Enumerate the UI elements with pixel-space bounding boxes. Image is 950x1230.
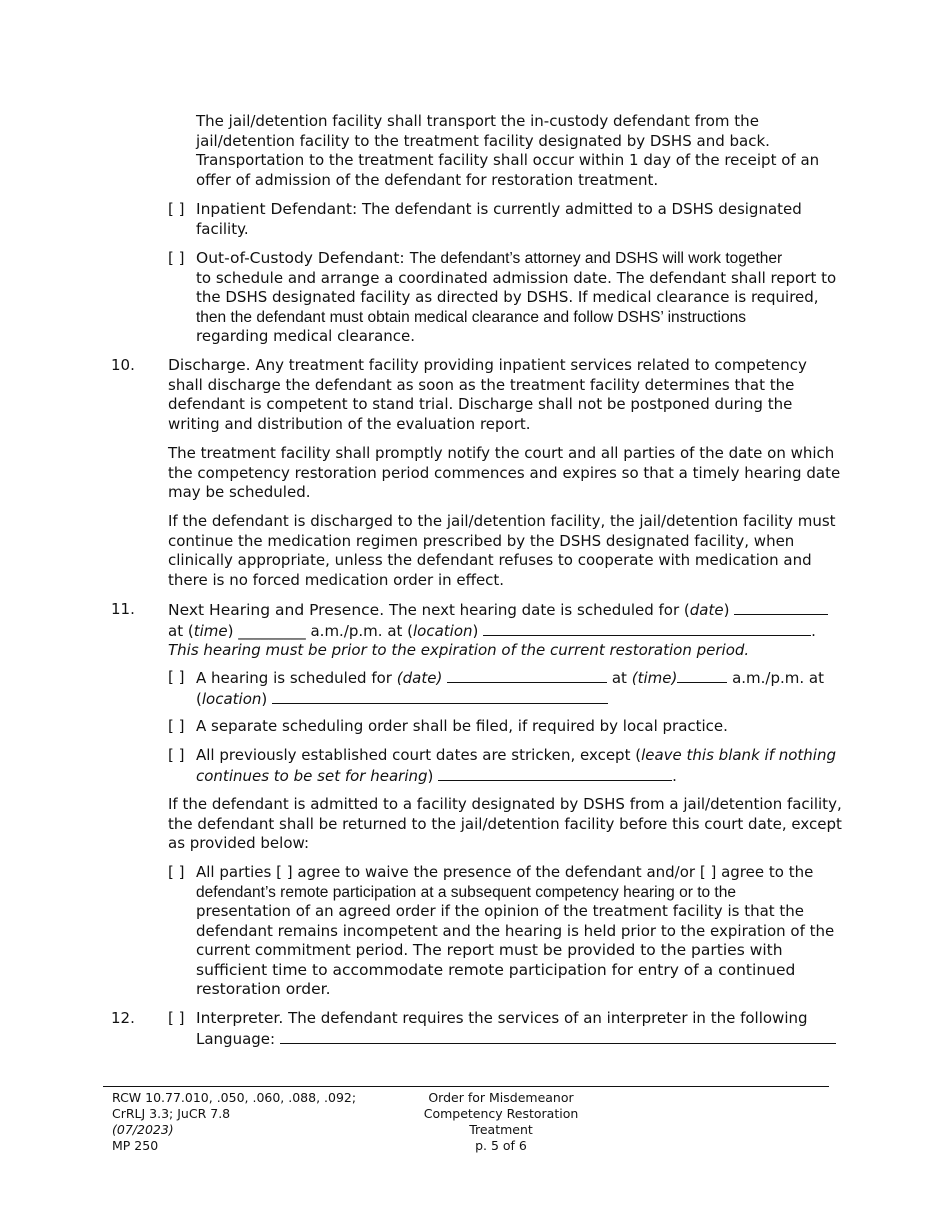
inpatient-checkbox[interactable]: [ ] xyxy=(168,200,185,218)
text-line: the competency restoration period commences and expires so that a timely hearing date xyxy=(168,463,841,482)
italic-note: continues to be set for hearing xyxy=(196,766,428,785)
next-hearing-section: Next Hearing and Presence. The next hearing date is scheduled for (date) at (time) _________ a.m./p.m. at (location) . This hearing must be prior to the expiration of the current restoration period. xyxy=(168,600,828,661)
text-line: If the defendant is discharged to the jail/detention facility, the jail/detention facility must xyxy=(168,512,836,530)
text-line: presentation of an agreed order if the opinion of the treatment facility is that the xyxy=(196,902,805,920)
hearing-scheduled-option xyxy=(196,668,824,709)
paren: ( xyxy=(196,689,202,708)
at-text: at ( xyxy=(168,621,194,640)
time-word: time xyxy=(193,621,228,640)
text-line: current commitment period. xyxy=(196,941,409,959)
footer-line: Order for Misdemeanor xyxy=(428,1090,574,1105)
scheduled-location-field[interactable] xyxy=(272,689,608,704)
interpreter-section xyxy=(196,1009,836,1049)
text-line: jail/detention facility to the treatment facility designated by DSHS and back. xyxy=(196,131,770,150)
next-hearing-text: The next hearing date is scheduled for ( xyxy=(388,601,690,619)
text-line: All parties [ ] agree to waive the presence of the defendant and/or [ ] agree to the xyxy=(196,863,814,881)
discharge-medication-paragraph xyxy=(168,512,836,590)
next-hearing-time-field[interactable]: ) _________ a.m./p.m. at ( xyxy=(227,621,414,640)
text-line: The jail/detention facility shall transport the in-custody defendant from the xyxy=(196,112,759,130)
time-word: (time) xyxy=(631,669,678,687)
interpreter-title: Interpreter. xyxy=(196,1009,284,1027)
text-line: restoration order. xyxy=(196,980,331,998)
text-line: the DSHS designated facility as directed by DSHS. If medical clearance is required, xyxy=(196,288,819,306)
text-line: continue the medication regimen prescribed by the DSHS designated facility, when xyxy=(168,531,795,550)
text-line: facility. xyxy=(196,219,249,238)
text-line: defendant is competent to stand trial. Discharge shall not be postponed during the xyxy=(168,395,793,413)
next-hearing-date-field[interactable] xyxy=(734,600,828,615)
scheduled-time-field[interactable] xyxy=(677,668,727,683)
text-line: then the defendant must obtain medical clearance and follow DSHS’ instructions xyxy=(196,308,746,326)
text-line: clinically appropriate, unless the defendant refuses to cooperate with medication and xyxy=(168,551,812,569)
footer-line: RCW 10.77.010, .050, .060, .088, .092; xyxy=(112,1090,357,1105)
stricken-except-field[interactable] xyxy=(438,766,672,781)
language-label: Language: xyxy=(196,1029,276,1048)
footer-line: Competency Restoration xyxy=(423,1106,579,1121)
option-text: A separate scheduling order shall be filed, if required by local practice. xyxy=(196,717,728,735)
interpreter-checkbox[interactable]: [ ] xyxy=(168,1009,185,1027)
text-line: defendant remains incompetent and the hearing is held prior to the expiration of the xyxy=(196,921,835,940)
out-of-custody-checkbox[interactable]: [ ] xyxy=(168,249,185,267)
option-text: All previously established court dates are stricken, except ( xyxy=(196,746,642,764)
footer-line: Treatment xyxy=(469,1122,533,1137)
date-word: (date) xyxy=(396,669,443,687)
text-line: as provided below: xyxy=(168,834,309,852)
interpreter-text: The defendant requires the services of an interpreter in the following xyxy=(288,1009,808,1027)
period: . xyxy=(811,621,816,640)
section-number-10: 10. xyxy=(111,356,135,374)
text-line: defendant’s remote participation at a subsequent competency hearing or to the xyxy=(196,883,736,901)
text-line: The report must be provided to the parties with xyxy=(412,941,783,959)
section-number-11: 11. xyxy=(111,600,135,618)
text-line: there is no forced medication order in effect. xyxy=(168,570,505,589)
location-word: location xyxy=(413,621,473,640)
waive-presence-checkbox[interactable]: [ ] xyxy=(168,863,185,881)
scheduling-order-checkbox[interactable]: [ ] xyxy=(168,717,185,735)
out-of-custody-text: The defendant’s attorney and DSHS will work together xyxy=(409,250,783,267)
inpatient-label: Inpatient Defendant: xyxy=(196,200,358,218)
text-line: to schedule and arrange a coordinated admission date. The defendant shall report to xyxy=(196,268,837,287)
discharge-text: Any treatment facility providing inpatient services related to competency xyxy=(255,356,807,374)
option-text: A hearing is scheduled for xyxy=(196,669,392,687)
transport-paragraph xyxy=(196,112,819,190)
stricken-dates-option xyxy=(196,746,836,786)
footer-title xyxy=(401,1090,601,1154)
next-hearing-title: Next Hearing and Presence. xyxy=(168,601,385,619)
scheduling-order-option xyxy=(196,717,728,737)
text-line: Transportation to the treatment facility shall occur within 1 day of the receipt of an xyxy=(196,151,820,169)
next-hearing-location-field[interactable] xyxy=(483,621,811,636)
inpatient-option xyxy=(196,200,802,239)
discharge-section xyxy=(168,356,807,434)
out-of-custody-option xyxy=(196,249,836,347)
text-line: If the defendant is admitted to a facility designated by DSHS from a jail/detention facility, xyxy=(168,795,842,813)
date-word: date xyxy=(689,601,724,619)
italic-note: leave this blank if nothing xyxy=(641,746,837,764)
text-line: may be scheduled. xyxy=(168,483,311,501)
footer-line: MP 250 xyxy=(112,1138,159,1153)
page-number: p. 5 of 6 xyxy=(475,1138,527,1153)
paren: ) xyxy=(427,766,434,785)
paren: ) xyxy=(261,689,268,708)
footer-line: (07/2023) xyxy=(112,1122,174,1137)
section-number-12: 12. xyxy=(111,1009,135,1027)
text-line: writing and distribution of the evaluation report. xyxy=(168,414,531,433)
period: . xyxy=(672,766,677,785)
ampm-text: a.m./p.m. at xyxy=(732,669,824,687)
footer-divider xyxy=(103,1086,829,1087)
out-of-custody-label: Out-of-Custody Defendant: xyxy=(196,249,405,267)
scheduled-date-field[interactable] xyxy=(447,668,607,683)
footer-citation xyxy=(112,1090,356,1154)
hearing-italic-note: This hearing must be prior to the expiration of the current restoration period. xyxy=(168,641,750,659)
footer-line: CrRLJ 3.3; JuCR 7.8 xyxy=(112,1106,231,1121)
stricken-dates-checkbox[interactable]: [ ] xyxy=(168,746,185,764)
text-line: shall discharge the defendant as soon as the treatment facility determines that the xyxy=(168,375,795,394)
inpatient-text: The defendant is currently admitted to a DSHS designated xyxy=(362,200,802,218)
discharge-notify-paragraph xyxy=(168,444,840,503)
paren: ) xyxy=(723,601,730,619)
text-line: sufficient time to accommodate remote participation for entry of a continued xyxy=(196,960,796,979)
return-paragraph xyxy=(168,795,842,854)
text-line: The treatment facility shall promptly notify the court and all parties of the date on which xyxy=(168,444,835,462)
text-line: regarding medical clearance. xyxy=(196,327,416,345)
discharge-title: Discharge. xyxy=(168,356,251,374)
waive-presence-option xyxy=(196,863,834,1000)
at-text: at xyxy=(611,669,627,687)
location-word: location xyxy=(201,689,262,708)
language-field[interactable] xyxy=(280,1029,836,1044)
text-line: the defendant shall be returned to the jail/detention facility before this court date, except xyxy=(168,814,842,833)
hearing-scheduled-checkbox[interactable]: [ ] xyxy=(168,668,185,686)
text-line: offer of admission of the defendant for restoration treatment. xyxy=(196,170,659,189)
